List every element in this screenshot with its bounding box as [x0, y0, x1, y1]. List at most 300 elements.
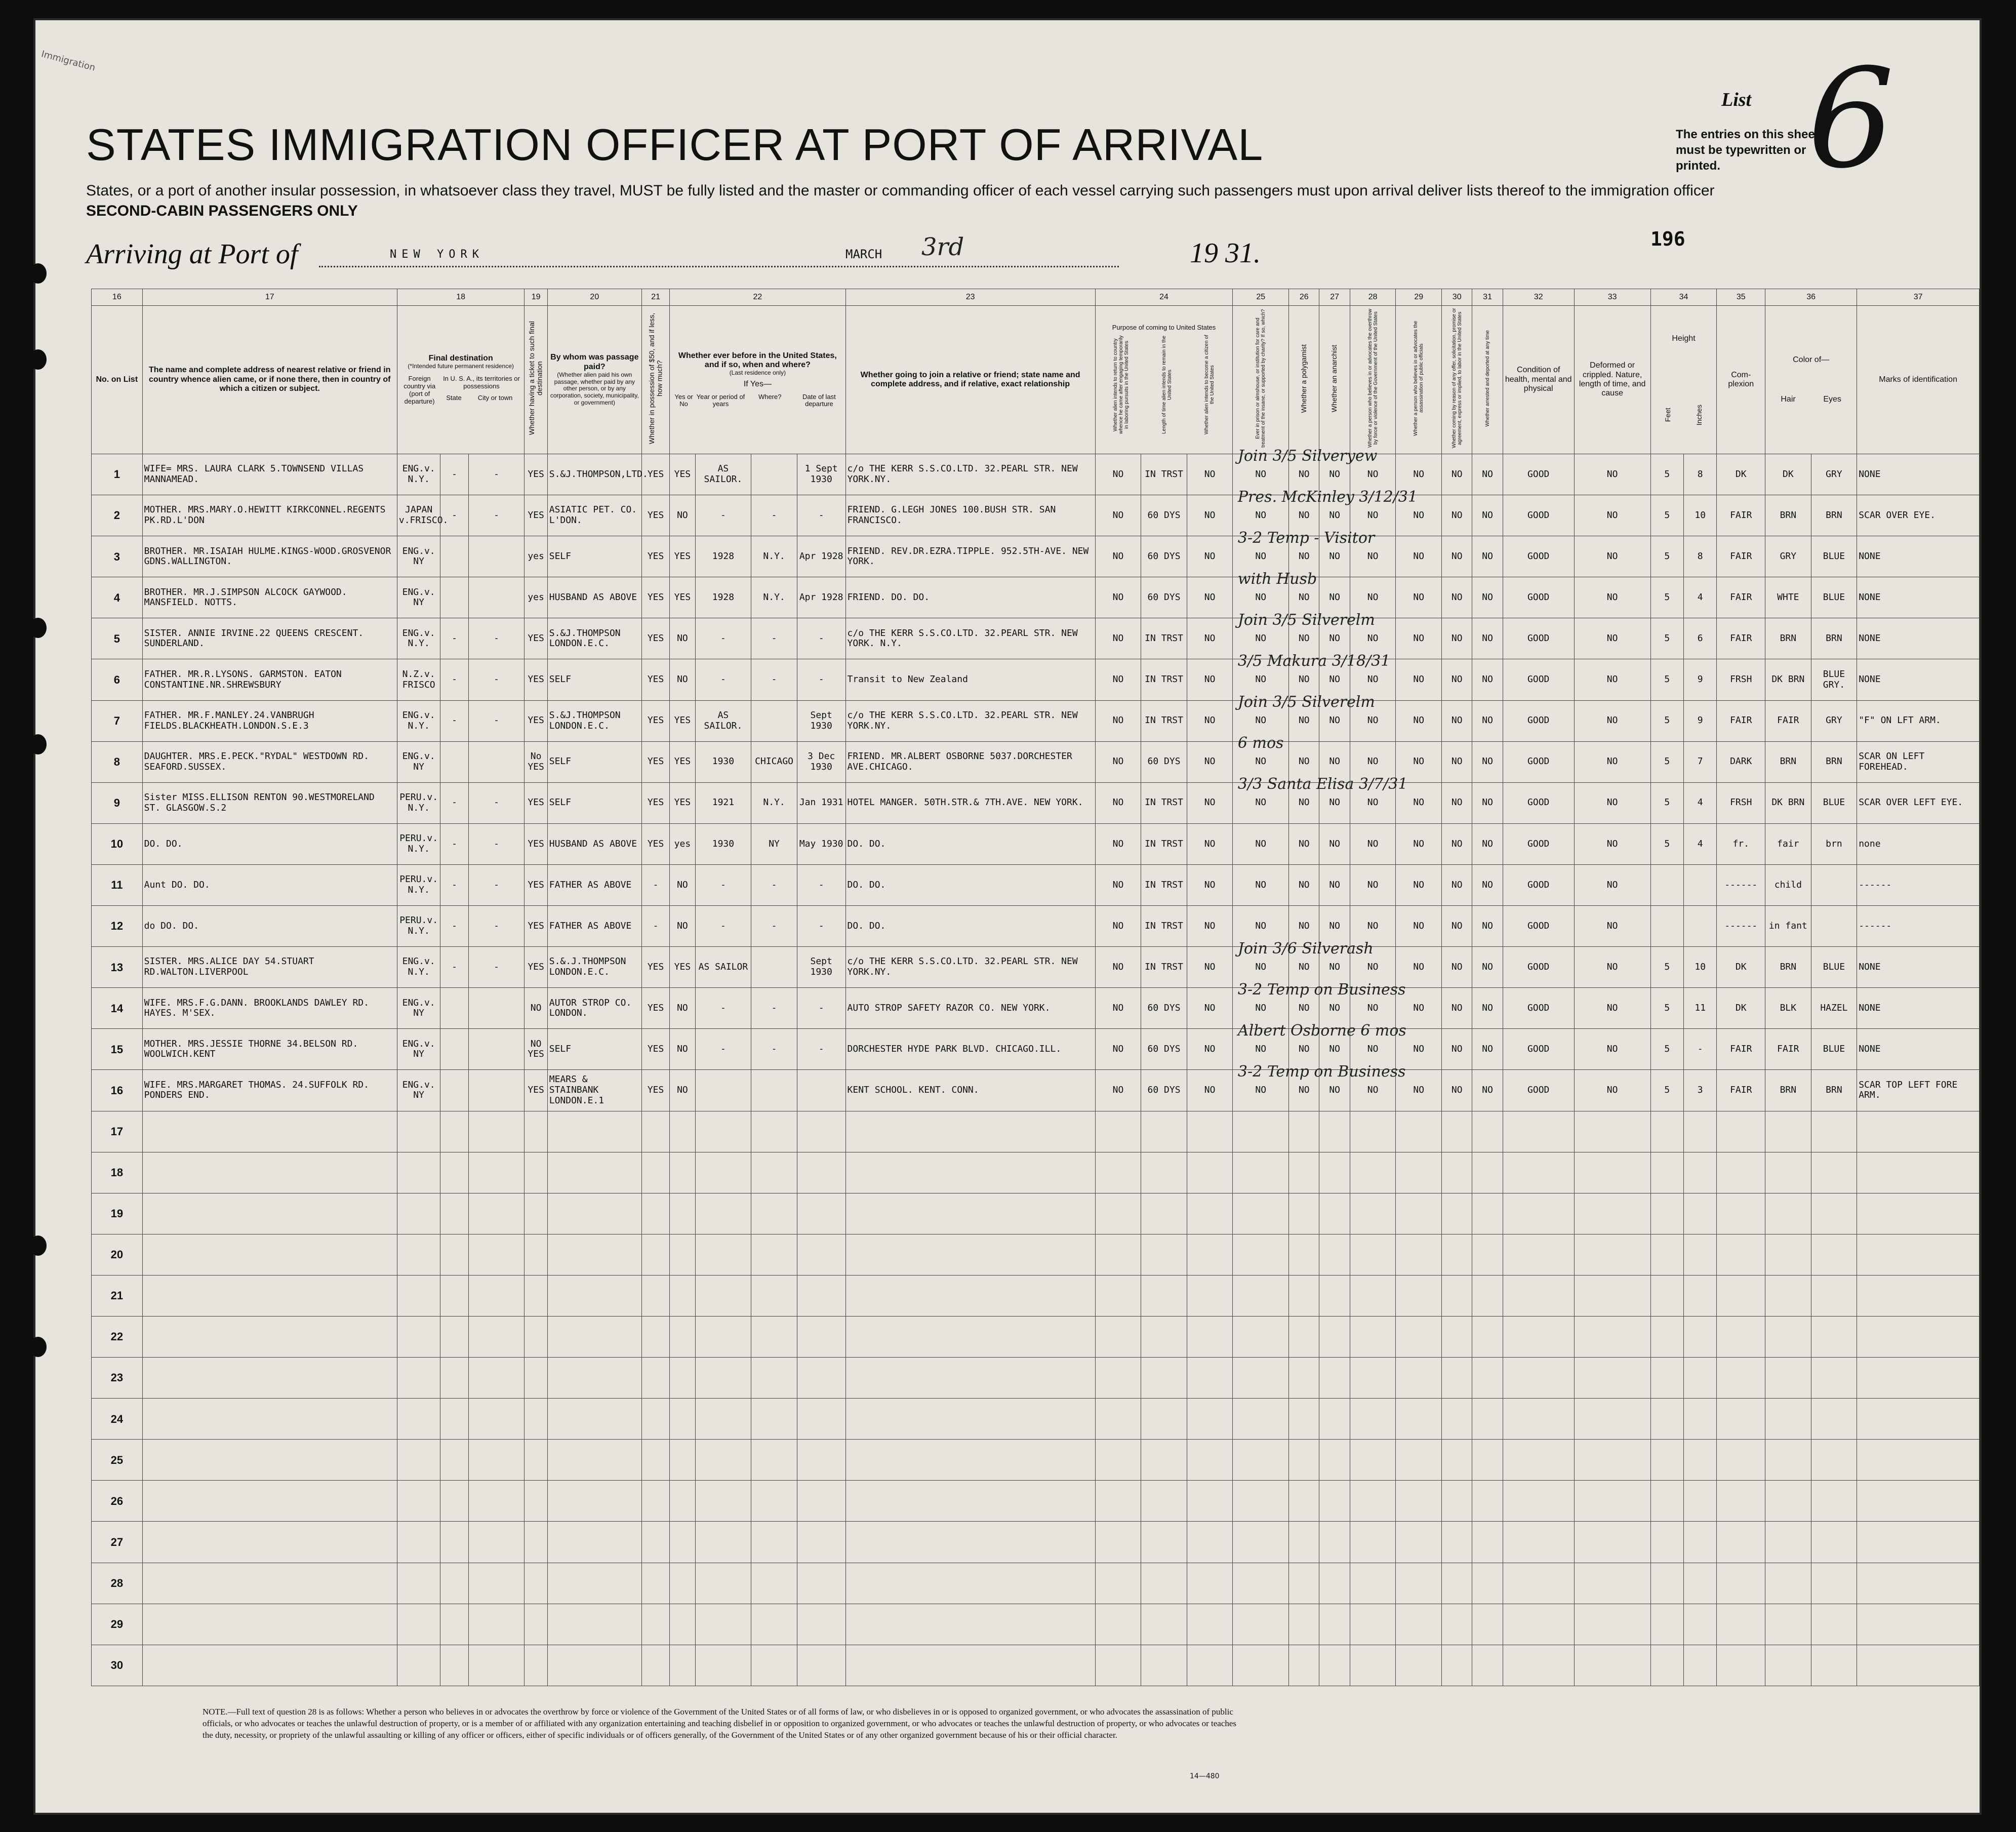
cell-fifty: - [641, 906, 669, 947]
cell-hair: BRN [1765, 947, 1811, 988]
empty-cell [142, 1563, 397, 1604]
empty-cell [670, 1522, 695, 1563]
empty-cell [1857, 1316, 1980, 1357]
header-deformed: Deformed or crippled. Nature, length of time, and cause [1574, 306, 1650, 454]
cell-relative: DO. DO. [142, 823, 397, 864]
cell-p-b: IN TRST [1141, 906, 1187, 947]
empty-cell [695, 1399, 751, 1440]
cell-period: 1928 [695, 536, 751, 577]
table-row [92, 1645, 1980, 1686]
empty-cell [1717, 1563, 1765, 1604]
cell-q28: NO [1350, 1029, 1396, 1070]
empty-cell [468, 1152, 525, 1193]
empty-cell [1233, 1275, 1289, 1316]
empty-cell [1650, 1399, 1683, 1440]
table-row [92, 823, 1980, 864]
row-number: 6 [92, 659, 143, 700]
cell-city [468, 577, 525, 618]
empty-cell [1650, 1563, 1683, 1604]
handwritten-annotation: Albert Osborne 6 mos [1237, 1021, 1406, 1040]
empty-cell [1857, 1358, 1980, 1399]
empty-cell [1319, 1234, 1350, 1275]
cell-p-b: 60 DYS [1141, 741, 1187, 782]
cell-relative: WIFE= MRS. LAURA CLARK 5.TOWNSEND VILLAS MANNAMEAD. [142, 454, 397, 495]
cell-complexion: DK [1717, 947, 1765, 988]
empty-cell [1396, 1193, 1442, 1234]
row-number: 12 [92, 906, 143, 947]
cell-marks: NONE [1857, 618, 1980, 659]
cell-date: Apr 1928 [797, 536, 845, 577]
empty-cell [1472, 1275, 1503, 1316]
header-no-on-list: No. on List [92, 306, 143, 454]
cell-joining [845, 906, 1095, 947]
joining-text: c/o THE KERR S.S.CO.LTD. 32.PEARL STR. NEW YORK.NY. [847, 709, 1078, 731]
empty-cell [1684, 1316, 1717, 1357]
empty-cell [1187, 1522, 1233, 1563]
empty-cell [468, 1563, 525, 1604]
empty-cell [468, 1193, 525, 1234]
cell-p-a: NO [1095, 947, 1141, 988]
empty-cell [440, 1275, 468, 1316]
empty-cell [1503, 1440, 1574, 1481]
empty-cell [1095, 1193, 1141, 1234]
empty-cell [1650, 1522, 1683, 1563]
cell-feet: 5 [1650, 454, 1683, 495]
empty-cell [397, 1275, 440, 1316]
empty-cell [1811, 1111, 1857, 1152]
header-fifty-dollars: Whether in possession of $50, and if less, how much? [641, 306, 669, 454]
empty-cell [1141, 1275, 1187, 1316]
empty-cell [1289, 1316, 1319, 1357]
cell-joining [845, 700, 1095, 741]
empty-cell [397, 1481, 440, 1522]
empty-cell [1765, 1358, 1811, 1399]
empty-cell [1095, 1234, 1141, 1275]
cell-prison: NO [1233, 782, 1289, 823]
empty-cell [1650, 1316, 1683, 1357]
cell-q29: NO [1396, 864, 1442, 905]
handwritten-annotation: Pres. McKinley 3/12/31 [1237, 488, 1418, 506]
empty-cell [397, 1440, 440, 1481]
empty-cell [695, 1481, 751, 1522]
cell-fifty: YES [641, 1070, 669, 1111]
empty-cell [1289, 1234, 1319, 1275]
cell-yn: NO [670, 864, 695, 905]
cell-yn: NO [670, 1070, 695, 1111]
column-number: 30 [1442, 289, 1472, 306]
empty-cell [1811, 1399, 1857, 1440]
row-number: 22 [92, 1316, 143, 1357]
joining-text: FRIEND. G.LEGH JONES 100.BUSH STR. SAN FRANCISCO. [847, 504, 1056, 526]
cell-inches [1684, 906, 1717, 947]
empty-cell [1857, 1193, 1980, 1234]
cell-complexion: FAIR [1717, 1070, 1765, 1111]
empty-cell [641, 1604, 669, 1645]
column-number: 23 [845, 289, 1095, 306]
empty-cell [1350, 1604, 1396, 1645]
table-row [92, 1152, 1980, 1193]
cell-period: - [695, 618, 751, 659]
cell-where: - [751, 618, 797, 659]
cell-where: CHICAGO [751, 741, 797, 782]
empty-cell [1396, 1358, 1442, 1399]
empty-cell [468, 1645, 525, 1686]
joining-text: DO. DO. [847, 920, 886, 931]
empty-cell [1396, 1563, 1442, 1604]
empty-cell [1350, 1399, 1396, 1440]
cell-q31: NO [1472, 454, 1503, 495]
header-relative: The name and complete address of nearest relative or friend in country whence alien came, or if none there, then in country of which a citizen or subject. [142, 306, 397, 454]
empty-cell [1574, 1481, 1650, 1522]
empty-cell [1289, 1193, 1319, 1234]
cell-p-b: 60 DYS [1141, 1029, 1187, 1070]
empty-cell [1350, 1316, 1396, 1357]
empty-cell [1350, 1440, 1396, 1481]
empty-cell [641, 1152, 669, 1193]
empty-cell [1765, 1275, 1811, 1316]
empty-cell [751, 1604, 797, 1645]
cell-p-c: NO [1187, 454, 1233, 495]
empty-cell [1472, 1645, 1503, 1686]
cell-paid: FATHER AS ABOVE [547, 864, 641, 905]
cell-eyes: BRN [1811, 1070, 1857, 1111]
empty-cell [1857, 1111, 1980, 1152]
cell-q29: NO [1396, 1029, 1442, 1070]
cell-ticket: YES [525, 495, 547, 536]
column-number: 19 [525, 289, 547, 306]
header-ticket: Whether having a ticket to such final destination [525, 306, 547, 454]
table-row [92, 1481, 1980, 1522]
cell-deformed: NO [1574, 1070, 1650, 1111]
cell-p-c: NO [1187, 536, 1233, 577]
cell-inches: 4 [1684, 823, 1717, 864]
cell-prison: NO [1233, 947, 1289, 988]
empty-cell [670, 1193, 695, 1234]
row-number: 14 [92, 988, 143, 1029]
cell-city [468, 988, 525, 1029]
empty-cell [1350, 1645, 1396, 1686]
empty-cell [1717, 1645, 1765, 1686]
empty-cell [468, 1399, 525, 1440]
cell-q31: NO [1472, 495, 1503, 536]
empty-cell [1396, 1152, 1442, 1193]
cell-period [695, 1070, 751, 1111]
empty-cell [1187, 1563, 1233, 1604]
cell-ticket: YES [525, 700, 547, 741]
cell-hair: GRY [1765, 536, 1811, 577]
cell-deformed: NO [1574, 495, 1650, 536]
empty-cell [1233, 1645, 1289, 1686]
cell-poly: NO [1289, 577, 1319, 618]
empty-cell [1396, 1316, 1442, 1357]
cell-p-b: 60 DYS [1141, 988, 1187, 1029]
cell-joining [845, 782, 1095, 823]
empty-cell [641, 1316, 669, 1357]
cell-date: - [797, 495, 845, 536]
cell-date: Jan 1931 [797, 782, 845, 823]
empty-cell [1765, 1193, 1811, 1234]
cell-fifty: YES [641, 536, 669, 577]
cell-ticket: YES [525, 618, 547, 659]
cell-foreign: JAPAN v.FRISCO. [397, 495, 440, 536]
empty-cell [1396, 1399, 1442, 1440]
cell-yn: YES [670, 700, 695, 741]
cell-q31: NO [1472, 577, 1503, 618]
empty-cell [797, 1522, 845, 1563]
empty-cell [1141, 1234, 1187, 1275]
cell-eyes [1811, 864, 1857, 905]
cell-joining [845, 947, 1095, 988]
empty-cell [1650, 1152, 1683, 1193]
cell-joining [845, 618, 1095, 659]
cell-marks: none [1857, 823, 1980, 864]
cell-ticket: YES [525, 864, 547, 905]
empty-cell [751, 1399, 797, 1440]
cell-prison: NO [1233, 1070, 1289, 1111]
header-q29: Whether a person who believes in or advocates the assassination of public officials [1396, 306, 1442, 454]
row-number: 19 [92, 1193, 143, 1234]
empty-cell [142, 1111, 397, 1152]
empty-cell [1472, 1563, 1503, 1604]
cell-hair: BLK [1765, 988, 1811, 1029]
empty-cell [1350, 1152, 1396, 1193]
cell-feet: 5 [1650, 659, 1683, 700]
row-number: 18 [92, 1152, 143, 1193]
empty-cell [845, 1316, 1095, 1357]
cell-q30: NO [1442, 536, 1472, 577]
cell-date: May 1930 [797, 823, 845, 864]
empty-cell [1472, 1111, 1503, 1152]
empty-cell [1717, 1522, 1765, 1563]
table-row [92, 495, 1980, 536]
empty-cell [1765, 1111, 1811, 1152]
cell-joining [845, 659, 1095, 700]
cell-anarch: NO [1319, 577, 1350, 618]
cell-date: - [797, 864, 845, 905]
binder-hole [29, 734, 47, 754]
cell-p-a: NO [1095, 454, 1141, 495]
empty-cell [1141, 1481, 1187, 1522]
cell-state: - [440, 495, 468, 536]
cell-joining [845, 1070, 1095, 1111]
cell-anarch: NO [1319, 864, 1350, 905]
cell-relative: SISTER. ANNIE IRVINE.22 QUEENS CRESCENT. SUNDERLAND. [142, 618, 397, 659]
empty-cell [1684, 1481, 1717, 1522]
empty-cell [1811, 1152, 1857, 1193]
empty-cell [1187, 1399, 1233, 1440]
cell-city: - [468, 906, 525, 947]
cell-p-b: IN TRST [1141, 454, 1187, 495]
empty-cell [1684, 1522, 1717, 1563]
row-number: 5 [92, 618, 143, 659]
empty-cell [440, 1152, 468, 1193]
column-number: 29 [1396, 289, 1442, 306]
cell-poly: NO [1289, 782, 1319, 823]
cell-q31: NO [1472, 618, 1503, 659]
empty-cell [1717, 1358, 1765, 1399]
cell-health: GOOD [1503, 823, 1574, 864]
empty-cell [547, 1481, 641, 1522]
row-number: 8 [92, 741, 143, 782]
empty-cell [1289, 1563, 1319, 1604]
empty-cell [695, 1193, 751, 1234]
cell-p-b: IN TRST [1141, 823, 1187, 864]
empty-cell [547, 1604, 641, 1645]
empty-cell [525, 1152, 547, 1193]
cell-inches: 8 [1684, 536, 1717, 577]
cell-marks: NONE [1857, 454, 1980, 495]
empty-cell [670, 1152, 695, 1193]
cell-prison: NO [1233, 741, 1289, 782]
cell-complexion: DARK [1717, 741, 1765, 782]
empty-cell [1319, 1645, 1350, 1686]
cell-relative: SISTER. MRS.ALICE DAY 54.STUART RD.WALTON.LIVERPOOL [142, 947, 397, 988]
table-row [92, 659, 1980, 700]
cell-ticket: yes [525, 536, 547, 577]
empty-cell [1650, 1234, 1683, 1275]
cell-state: - [440, 906, 468, 947]
empty-cell [1095, 1481, 1141, 1522]
column-number: 33 [1574, 289, 1650, 306]
empty-cell [1650, 1358, 1683, 1399]
cell-q29: NO [1396, 741, 1442, 782]
empty-cell [751, 1111, 797, 1152]
empty-cell [751, 1275, 797, 1316]
cell-joining [845, 1029, 1095, 1070]
empty-cell [845, 1275, 1095, 1316]
table-row [92, 1193, 1980, 1234]
table-row [92, 1604, 1980, 1645]
empty-cell [1095, 1645, 1141, 1686]
cell-marks: SCAR OVER LEFT EYE. [1857, 782, 1980, 823]
empty-cell [797, 1481, 845, 1522]
cell-p-a: NO [1095, 495, 1141, 536]
cell-poly: NO [1289, 536, 1319, 577]
cell-feet: 5 [1650, 823, 1683, 864]
cell-p-a: NO [1095, 823, 1141, 864]
empty-cell [440, 1234, 468, 1275]
cell-poly: NO [1289, 906, 1319, 947]
cell-where [751, 947, 797, 988]
empty-cell [1765, 1152, 1811, 1193]
empty-cell [397, 1193, 440, 1234]
cell-q31: NO [1472, 1029, 1503, 1070]
cell-q31: NO [1472, 700, 1503, 741]
cell-foreign: PERU.v. N.Y. [397, 906, 440, 947]
empty-cell [1233, 1522, 1289, 1563]
table-row [92, 618, 1980, 659]
cell-fifty: YES [641, 782, 669, 823]
cell-eyes: BLUE [1811, 782, 1857, 823]
empty-cell [670, 1399, 695, 1440]
cell-p-c: NO [1187, 947, 1233, 988]
cell-prison: NO [1233, 495, 1289, 536]
cell-feet: 5 [1650, 947, 1683, 988]
cell-prison: NO [1233, 823, 1289, 864]
cell-hair: BRN [1765, 741, 1811, 782]
empty-cell [397, 1316, 440, 1357]
cell-inches: 9 [1684, 700, 1717, 741]
cell-marks: NONE [1857, 988, 1980, 1029]
table-row [92, 1440, 1980, 1481]
empty-cell [1396, 1481, 1442, 1522]
cell-p-c: NO [1187, 700, 1233, 741]
empty-cell [1187, 1275, 1233, 1316]
table-row [92, 906, 1980, 947]
empty-cell [1396, 1604, 1442, 1645]
empty-cell [1574, 1563, 1650, 1604]
cell-feet: 5 [1650, 700, 1683, 741]
empty-cell [797, 1275, 845, 1316]
empty-cell [525, 1563, 547, 1604]
row-number: 17 [92, 1111, 143, 1152]
empty-cell [845, 1440, 1095, 1481]
joining-text: HOTEL MANGER. 50TH.STR.& 7TH.AVE. NEW YORK. [847, 797, 1083, 808]
empty-cell [670, 1111, 695, 1152]
empty-cell [468, 1358, 525, 1399]
empty-cell [1684, 1111, 1717, 1152]
cell-relative: FATHER. MR.R.LYSONS. GARMSTON. EATON CONSTANTINE.NR.SHREWSBURY [142, 659, 397, 700]
empty-cell [1233, 1399, 1289, 1440]
empty-cell [440, 1645, 468, 1686]
cell-marks: ------ [1857, 864, 1980, 905]
empty-cell [1187, 1481, 1233, 1522]
joining-text: c/o THE KERR S.S.CO.LTD. 32.PEARL STR. NEW YORK. N.Y. [847, 627, 1078, 649]
empty-cell [1319, 1522, 1350, 1563]
cell-fifty: YES [641, 618, 669, 659]
cell-joining [845, 741, 1095, 782]
cell-period: 1921 [695, 782, 751, 823]
cell-feet: 5 [1650, 495, 1683, 536]
empty-cell [845, 1481, 1095, 1522]
cell-ticket: NO YES [525, 1029, 547, 1070]
cell-prison: NO [1233, 618, 1289, 659]
cell-ticket: YES [525, 947, 547, 988]
handwritten-annotation: Join 3/5 Silveryew [1237, 447, 1378, 465]
cell-p-b: 60 DYS [1141, 495, 1187, 536]
cell-where: N.Y. [751, 577, 797, 618]
empty-cell [845, 1604, 1095, 1645]
cell-q28: NO [1350, 988, 1396, 1029]
cell-p-c: NO [1187, 1070, 1233, 1111]
cell-poly: NO [1289, 659, 1319, 700]
empty-cell [1650, 1275, 1683, 1316]
cell-relative: WIFE. MRS.MARGARET THOMAS. 24.SUFFOLK RD. PONDERS END. [142, 1070, 397, 1111]
cell-yn: NO [670, 906, 695, 947]
cell-joining [845, 577, 1095, 618]
empty-cell [1811, 1604, 1857, 1645]
cell-p-b: IN TRST [1141, 618, 1187, 659]
cell-feet: 5 [1650, 1029, 1683, 1070]
cell-paid: S.&.J.THOMPSON LONDON.E.C. [547, 947, 641, 988]
empty-cell [1350, 1234, 1396, 1275]
cell-where [751, 700, 797, 741]
empty-cell [1095, 1399, 1141, 1440]
cell-city [468, 741, 525, 782]
cell-complexion: ------ [1717, 906, 1765, 947]
empty-cell [670, 1481, 695, 1522]
cell-marks: NONE [1857, 536, 1980, 577]
cell-yn: YES [670, 577, 695, 618]
empty-cell [1095, 1152, 1141, 1193]
cell-p-a: NO [1095, 577, 1141, 618]
empty-cell [1187, 1234, 1233, 1275]
cell-foreign: ENG.v. NY [397, 577, 440, 618]
column-number: 32 [1503, 289, 1574, 306]
empty-cell [1717, 1481, 1765, 1522]
empty-cell [670, 1440, 695, 1481]
cell-anarch: NO [1319, 741, 1350, 782]
